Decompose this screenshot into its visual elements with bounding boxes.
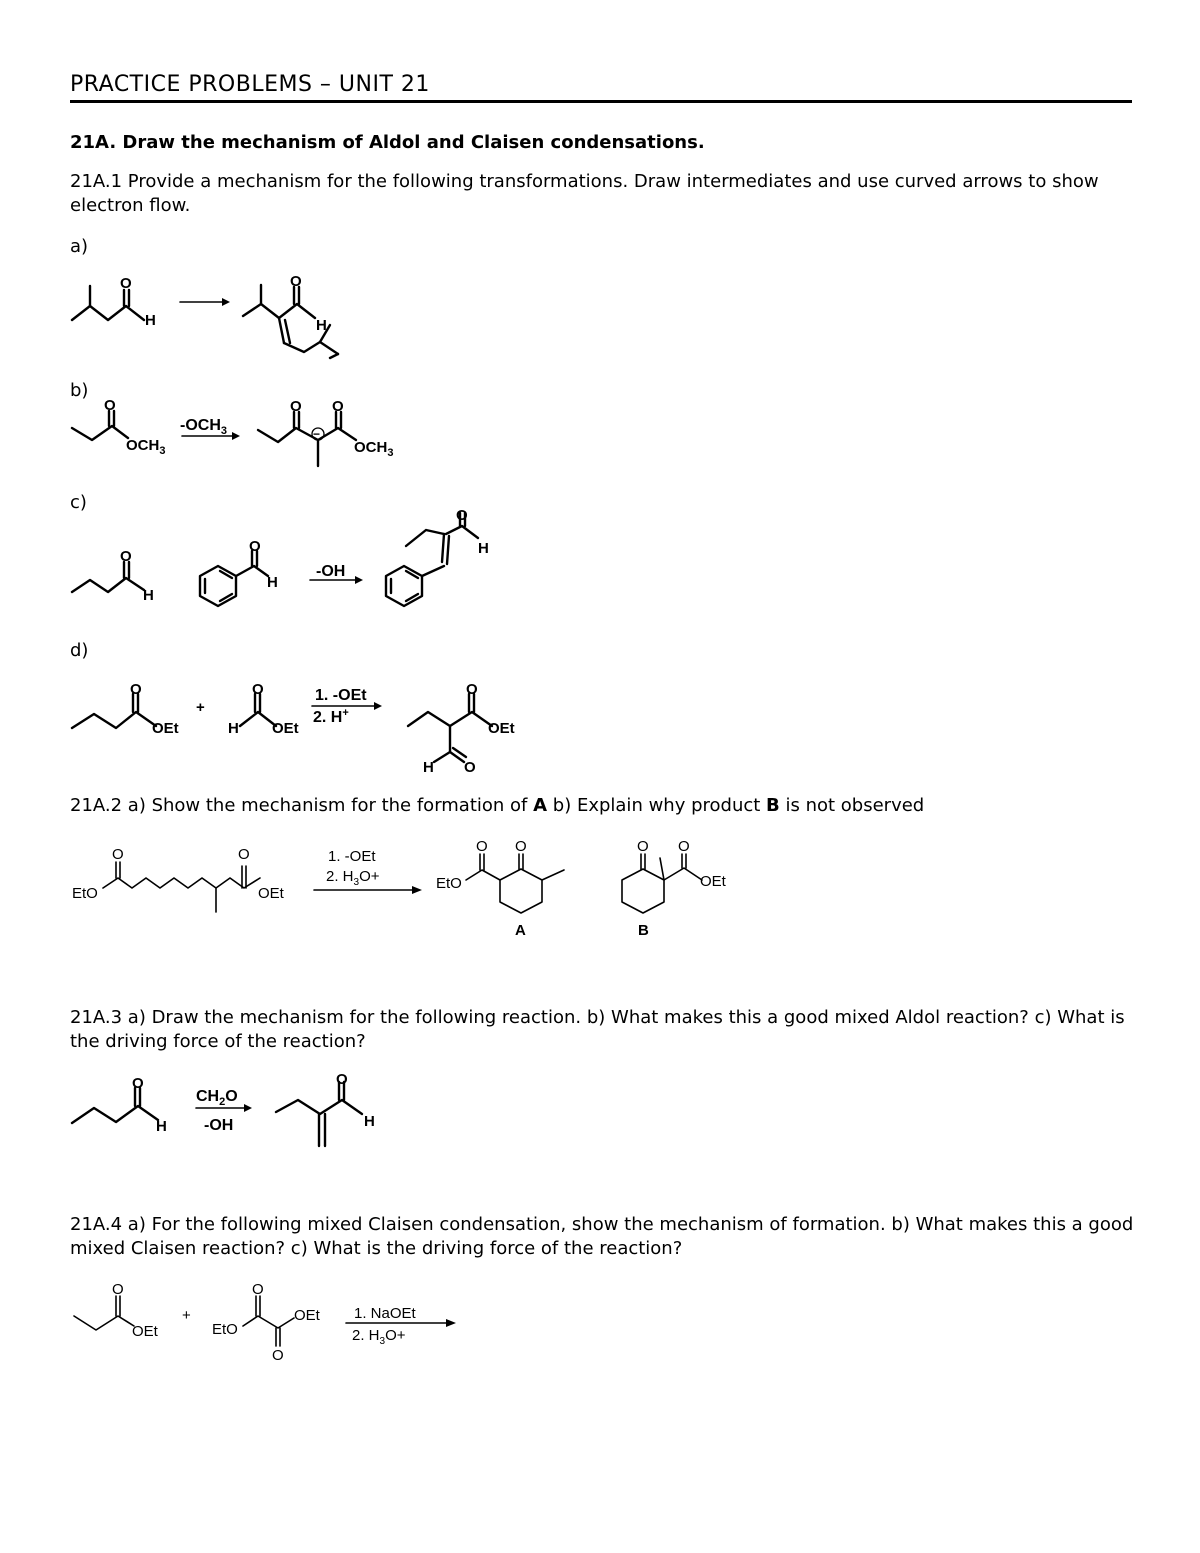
atom-o: O (120, 548, 132, 565)
atom-o: O (112, 846, 124, 863)
reactant-diester (72, 846, 285, 912)
reagent-hydronium: 2. $H_3O+$ (352, 1327, 406, 1347)
reaction-arrow-b (180, 417, 240, 440)
product-enolate-b (258, 398, 393, 466)
atom-o: O (252, 681, 264, 698)
scheme-21a4 (0, 1275, 1200, 1375)
reaction-arrow-21a3 (196, 1088, 252, 1134)
atom-o: O (112, 1281, 124, 1298)
atom-o: O (678, 838, 690, 855)
atom-oet: OEt (294, 1307, 320, 1324)
product-methylene-aldehyde (276, 1071, 375, 1146)
reactant-ethyl-propanoate (74, 1281, 159, 1340)
atom-o: O (252, 1281, 264, 1298)
scheme-21a1-a (0, 270, 1200, 370)
reagent-hydroxide: -OH (204, 1117, 234, 1134)
scheme-21a2 (0, 835, 1200, 945)
reagent-methoxide: $-OCH_3$ (180, 417, 228, 437)
atom-h: H (316, 317, 327, 334)
part-a-label: a) (70, 236, 89, 257)
product-b-cyclohexanone (622, 838, 727, 939)
reactant-diethyl-oxalate (212, 1281, 321, 1364)
atom-oet: OEt (132, 1323, 158, 1340)
page-title: PRACTICE PROBLEMS – UNIT 21 (70, 72, 430, 97)
charge-minus: − (313, 427, 321, 441)
reaction-arrow-21a4 (346, 1305, 456, 1347)
scheme-21a1-c (0, 505, 1200, 625)
atom-eto: EtO (72, 885, 98, 902)
atom-o: O (466, 681, 478, 698)
atom-oet: OEt (272, 720, 299, 737)
question-21a1-prompt: 21A.1 Provide a mechanism for the following transformations. Draw intermediates and use curved arrows to show electron flow. (70, 171, 1099, 216)
part-d-label: d) (70, 640, 89, 661)
atom-o: O (132, 1075, 144, 1092)
reaction-arrow-21a2 (314, 848, 422, 894)
reaction-arrow-a (180, 298, 230, 306)
reactant-butanal-21a3 (72, 1075, 167, 1135)
part-c-label: c) (70, 492, 87, 513)
question-21a4-prompt: 21A.4 a) For the following mixed Claisen condensation, show the mechanism of formation. b) What makes this a good mixed Claisen reaction? c) What is the driving force of the reaction? (70, 1214, 1134, 1259)
question-21a2-prompt: 21A.2 a) Show the mechanism for the formation of A b) Explain why product B is not observed (70, 795, 925, 816)
atom-oet: OEt (488, 720, 515, 737)
atom-o: O (120, 275, 132, 292)
atom-och3: $OCH_3$ (126, 437, 166, 457)
atom-o: O (464, 759, 476, 776)
atom-h: H (143, 587, 154, 604)
atom-o: O (637, 838, 649, 855)
product-unsaturated-aldehyde-c (386, 507, 489, 606)
atom-h: H (156, 1118, 167, 1135)
atom-o: O (290, 273, 302, 290)
reagent-hydroxide: -OH (316, 563, 346, 580)
reagent-formaldehyde: $CH_2O$ (196, 1088, 238, 1108)
scheme-21a1-b (0, 395, 1200, 475)
atom-h: H (228, 720, 239, 737)
reaction-arrow-c (310, 563, 363, 584)
atom-och3: $OCH_3$ (354, 439, 394, 459)
question-21a3-prompt: 21A.3 a) Draw the mechanism for the following reaction. b) What makes this a good mixed Aldol reaction? c) What is the driving force of the reaction? (70, 1007, 1125, 1052)
product-aldol-condensation-a (243, 273, 338, 358)
atom-oet: OEt (258, 885, 284, 902)
atom-eto: EtO (212, 1321, 238, 1338)
reagent-acid: 2. H+ (313, 707, 349, 726)
reagent-ethoxide: 1. -OEt (315, 687, 367, 704)
atom-oet: OEt (152, 720, 179, 737)
atom-h: H (145, 312, 156, 329)
reagent-hydronium: 2. $H_3O+$ (326, 868, 380, 888)
atom-eto: EtO (436, 875, 462, 892)
reactant-methyl-propanoate (72, 397, 165, 457)
product-a-cyclohexanone (436, 838, 564, 939)
scheme-21a3 (0, 1060, 1200, 1160)
section-heading: 21A. Draw the mechanism of Aldol and Claisen condensations. (70, 132, 705, 153)
atom-o: O (332, 398, 344, 415)
atom-o: O (336, 1071, 348, 1088)
reactant-benzaldehyde (200, 538, 278, 606)
reagent-ethoxide: 1. -OEt (328, 848, 376, 865)
product-label-b: B (638, 922, 649, 939)
atom-h: H (364, 1113, 375, 1130)
atom-o: O (456, 507, 468, 524)
atom-o: O (272, 1347, 284, 1364)
title-divider (70, 100, 1132, 103)
atom-h: H (423, 759, 434, 776)
product-formyl-ester-d (408, 681, 515, 776)
atom-o: O (515, 838, 527, 855)
part-b-label: b) (70, 380, 89, 401)
reaction-arrow-d (312, 687, 382, 726)
atom-o: O (249, 538, 261, 555)
reactant-ethyl-formate (228, 681, 299, 737)
scheme-21a1-d (0, 675, 1200, 785)
reactant-ethyl-butanoate (72, 681, 179, 737)
atom-h: H (478, 540, 489, 557)
atom-h: H (267, 574, 278, 591)
plus-sign: + (196, 699, 205, 716)
reactant-butanal (72, 548, 154, 604)
reagent-sodium-ethoxide: 1. NaOEt (354, 1305, 416, 1322)
product-label-a: A (515, 922, 526, 939)
atom-o: O (238, 846, 250, 863)
atom-o: O (290, 398, 302, 415)
atom-o: O (476, 838, 488, 855)
atom-o: O (104, 397, 116, 414)
atom-o: O (130, 681, 142, 698)
plus-sign: + (182, 1307, 191, 1324)
atom-oet: OEt (700, 873, 726, 890)
reactant-3-methylbutanal (72, 275, 156, 329)
